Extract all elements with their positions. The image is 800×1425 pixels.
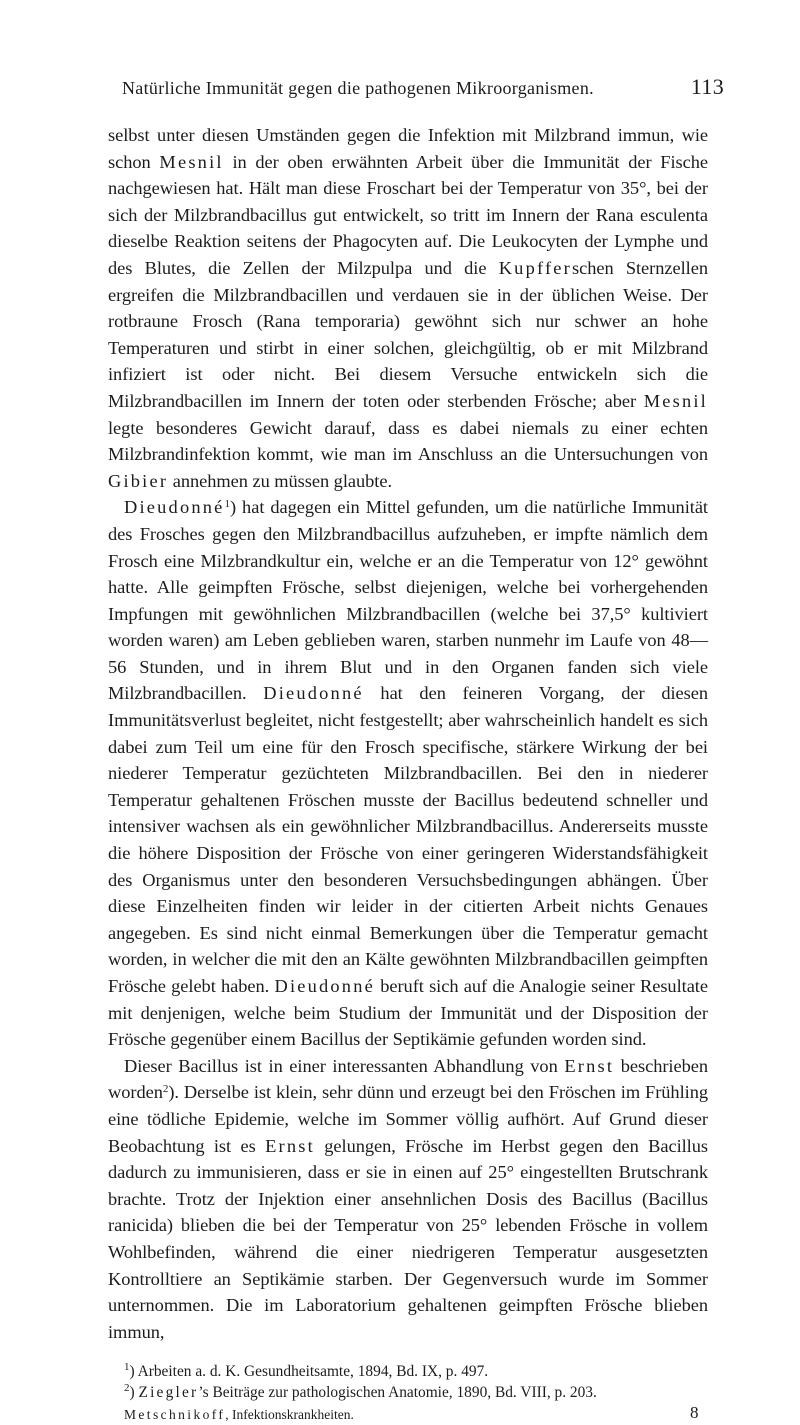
footnote-2: $^2$) Ziegler’s Beiträge zur pathologischen Anatomie, 1890, Bd. VIII, p. 203. [124,1382,597,1402]
author-name-dieudonne: Dieudonné [274,976,375,996]
sheet-number: 8 [690,1403,699,1423]
footnotes [108,1361,708,1403]
paragraph-2: Dieudonné$^1$) hat dagegen ein Mittel gefunden, um die natürliche Immunität des Frosches gegen den Milzbrandbacillus aufzuheben, er impfte nämlich dem Frosch eine Milzbrandkultur ein, welche er an die Temperatur von 12° gewöhnt hatte. Alle geimpften Frösche, selbst diejenigen, welche bei vorhergehenden Impfungen mit gewöhnlichen Milzbrandbacillen (welche bei 37,5° kultiviert worden waren) am Leben geblieben waren, starben nunmehr im Laufe von 48—56 Stunden, und in ihrem Blut und in den Organen fanden sich viele Milzbrandbacillen. Dieudonné hat den feineren Vorgang, der diesen Immunitätsverlust begleitet, nicht festgestellt; aber wahrscheinlich handelt es sich dabei zum Teil um eine für den Frosch specifische, stärkere Wirkung der bei niederer Temperatur gezüchteten Milzbrandbacillen. Bei den in niederer Temperatur gehaltenen Fröschen musste der Bacillus bedeutend schneller und intensiver wachsen als ein gewöhnlicher Milzbrandbacillus. Andererseits musste die höhere Disposition der Frösche von einer geringeren Widerstandsfähigkeit des Organismus unter den besonderen Versuchsbedingungen abhängen. Über diese Einzelheiten finden wir leider in der citierten Arbeit nichts Genaues angegeben. Es sind nicht einmal Bemerkungen über die Temperatur gemacht worden, in welcher die mit den an Kälte gewöhnten Milzbrandbacillen geimpften Frösche gelebt haben. Dieudonné beruft sich auf die Analogie seiner Resultate mit denjenigen, welche beim Studium der Immunität und der Disposition der Frösche gegenüber einem Bacillus der Septikämie gefunden worden sind. [108,497,708,1050]
paragraph-1: selbst unter diesen Umständen gegen die Infektion mit Milzbrand immun, wie schon Mesnil in der oben erwähnten Arbeit über die Immunität der Fische nachgewiesen hat. Hält man diese Froschart bei der Temperatur von 35°, bei der sich der Milzbrandbacillus gut entwickelt, so tritt im Innern der Rana esculenta dieselbe Reaktion seitens der Phagocyten auf. Die Leukocyten der Lymphe und des Blutes, die Zellen der Milzpulpa und die Kupfferschen Sternzellen ergreifen die Milzbrandbacillen und verdauen sie in der üblichen Weise. Der rotbraune Frosch (Rana temporaria) gewöhnt sich nur schwer an hohe Temperaturen und stirbt in einer solchen, gleichgültig, ob er mit Milzbrand infiziert ist oder nicht. Bei diesem Versuche entwickeln sich die Milzbrandbacillen im Innern der toten oder sterbenden Frösche; aber Mesnil legte besonderes Gewicht darauf, dass es dabei niemals zu einer echten Milzbrandinfektion kommt, wie man im Anschluss an die Untersuchungen von Gibier annehmen zu müssen glaubte. [108,125,708,491]
footer-author-book [124,1407,354,1423]
footnote-mark: 2 [124,1382,130,1395]
page-footer [108,1405,708,1425]
footer-author: Metschnikoff [124,1407,226,1423]
footnote-text: ’s Beiträge zur pathologischen Anatomie, 1890, Bd. VIII, p. 203. [198,1384,597,1402]
footnote-mark: 1 [124,1361,130,1374]
body-text [108,122,708,1345]
running-head-title: Natürliche Immunität gegen die pathogenen Mikroorganismen. [122,78,594,98]
author-name-kupffer: Kupffer [498,257,572,278]
author-name-dieudonne: Dieudonné [124,497,225,518]
author-name-mesnil: Mesnil [643,390,708,411]
footnote-1 [108,1361,708,1382]
author-name-dieudonne: Dieudonné [263,683,364,704]
author-name-mesnil: Mesnil [159,151,224,172]
footnote-ref-1: 1 [224,498,230,511]
footnote-author-ziegler: Ziegler [138,1384,199,1402]
author-name-gibier: Gibier [108,470,169,491]
page-number: 113 [690,74,724,99]
footnote-ref-2: 2 [162,1083,169,1096]
paragraph-3: Dieser Bacillus ist in einer interessanten Abhandlung von Ernst beschrieben worden$^2$). Derselbe ist klein, sehr dünn und erzeugt bei den Fröschen im Frühling eine tödliche Epidemie, welche im Sommer völlig aufhört. Auf Grund dieser Beobachtung ist es Ernst gelungen, Frösche im Herbst gegen den Bacillus dadurch zu immunisieren, dass er sie in einen auf 25° eingestellten Brutschrank brachte. Trotz der Injektion einer ansehnlichen Dosis des Bacillus (Bacillus ranicida) blieben die bei der Temperatur von 25° lebenden Frösche in vollem Wohlbefinden, während die einer niedrigeren Temperatur ausgesetzten Kontrolltiere an Septikämie starben. Der Gegenversuch wurde im Sommer unternommen. Die im Laboratorium gehaltenen geimpften Frösche blieben immun, [108,1055,708,1342]
running-head [108,70,724,104]
author-name-ernst: Ernst [265,1135,315,1156]
author-name-ernst: Ernst [564,1055,615,1076]
footer-book: , Infektionskrankheiten. [225,1407,354,1423]
book-page [108,70,724,1425]
footnote-text: ) Arbeiten a. d. K. Gesundheitsamte, 1894, Bd. IX, p. 497. [129,1363,489,1381]
